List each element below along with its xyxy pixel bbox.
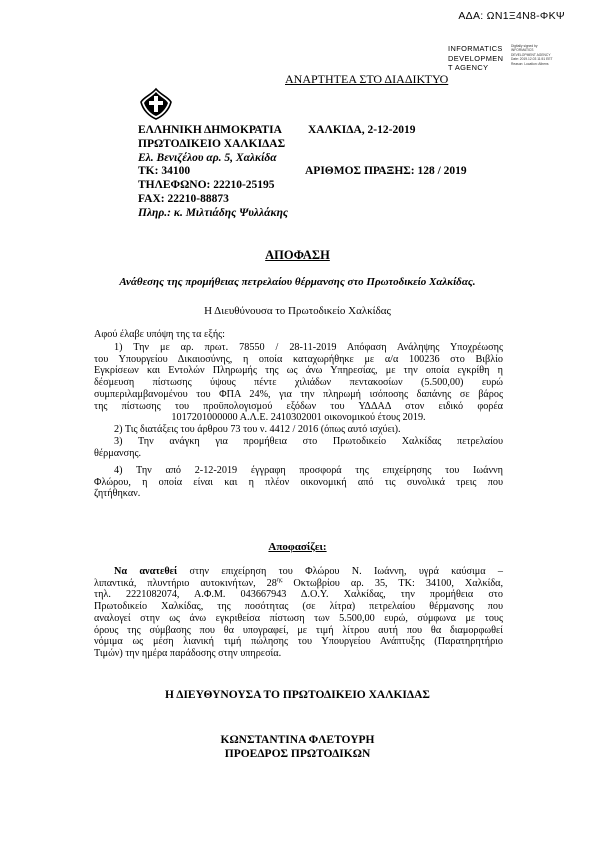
text-line: 1) Την με αρ. πρωτ. 78550 / 28-11-2019 Απόφαση Ανάληψης Υποχρέωσης [114, 342, 503, 353]
org-name: ΕΛΛΗΝΙΚΗ ΔΗΜΟΚΡΑΤΙΑ [138, 124, 282, 136]
text-line: όρους της σύμβασης που θα υπογραφεί, με τιμή λίτρου αυτή που θα διαμορφωθεί [94, 624, 503, 636]
text-line: 1017201000000 Α.Λ.Ε. 2410302001 οικονομικού έτους 2019. [171, 412, 426, 424]
text-line: 3) Την ανάγκη για προμήθεια στο Πρωτοδικείο Χαλκίδας πετρελαίου [114, 436, 503, 447]
document-title [0, 248, 595, 263]
decision-paragraph [94, 566, 503, 660]
agency-line: DEVELOPMEN [448, 53, 504, 63]
text-line: συμπεριλαμβανομένου του ΦΠΑ 24%, για την πληρωμή ισόποσης δαπάνης σε βάρος [94, 388, 503, 400]
act-number: ΑΡΙΘΜΟΣ ΠΡΑΞΗΣ: 128 / 2019 [305, 165, 467, 177]
text-line: ζητήθηκαν. [94, 488, 141, 500]
text-line: Πρωτοδικείο Χαλκίδας, της ποσότητας (σε λίτρα) πετρελαίου θέρμανσης που [94, 601, 503, 613]
consideration-1 [94, 342, 503, 424]
ada-code: ΑΔΑ: ΩΝ1Ξ4Ν8-ΦΚΨ [458, 10, 565, 22]
agency-line: T AGENCY [448, 63, 489, 73]
footer-heading: Η ΔΙΕΥΘΥΝΟΥΣΑ ΤΟ ΠΡΩΤΟΔΙΚΕΙΟ ΧΑΛΚΙΔΑΣ [165, 689, 430, 701]
text-line: Εγκρίσεων και Εντολών Πληρωμής της ως άνω Υπηρεσίας, με την οποία εγκρίθη η [94, 365, 503, 377]
digital-signature-text: Digitally signed by INFORMATICS DEVELOPMENT AGENCY Date: 2019.12.03 11:51 EET Reason: Location: Athens [511, 44, 553, 66]
text-line: 4) Την από 2-12-2019 έγγραφη προσφορά της επιχείρησης του Ιωάννη [114, 465, 503, 476]
intro-line: Αφού έλαβε υπόψη της τα εξής: [94, 329, 226, 340]
document-subject: Ανάθεσης της προμήθειας πετρελαίου θέρμανσης στο Πρωτοδικείο Χαλκίδας. [119, 276, 476, 288]
address: Ελ. Βενιζέλου αρ. 5, Χαλκίδα [138, 151, 277, 164]
fax: FAX: 22210-88873 [138, 192, 229, 205]
ordinal-suffix: ης [276, 577, 283, 584]
decides-text: Αποφασίζει: [268, 541, 327, 553]
text-line: της πίστωσης του προϋπολογισμού εξόδων του ΥΔΔΑΔ στον ειδικό φορέα [94, 400, 503, 412]
consideration-4 [94, 465, 503, 500]
signatory-name: ΚΩΝΣΤΑΝΤΙΝΑ ΦΛΕΤΟΥΡΗ [220, 734, 375, 746]
place-date: ΧΑΛΚΙΔΑ, 2-12-2019 [308, 124, 416, 136]
court-name: ΠΡΩΤΟΔΙΚΕΙΟ ΧΑΛΚΙΔΑΣ [138, 137, 286, 150]
decision-text: λιπαντικά, πλυντήριο αυτοκινήτων, 28 [94, 577, 277, 589]
consideration-2: 2) Τις διατάξεις του άρθρου 73 του ν. 4412 / 2016 (όπως αυτό ισχύει). [114, 424, 401, 435]
consideration-3 [94, 436, 503, 459]
postcode: ΤΚ: 34100 [138, 165, 191, 178]
text-line: θέρμανσης. [94, 447, 142, 459]
decision-bold: Να ανατεθεί [114, 566, 178, 577]
text-line: Τιμών) την ημέρα παράδοσης στην υπηρεσία. [94, 647, 282, 659]
text-line [94, 566, 503, 578]
signatory-role: ΠΡΟΕΔΡΟΣ ΠΡΩΤΟΔΙΚΩΝ [224, 748, 371, 760]
info-contact: Πληρ.: κ. Μιλτιάδης Ψυλλάκης [138, 206, 289, 219]
decision-text: Οκτωβρίου αρ. 35, ΤΚ: 34100, Χαλκίδα, [282, 577, 503, 589]
public-notice: ΑΝΑΡΤΗΤΕΑ ΣΤΟ ΔΙΑΔΙΚΤΥΟ [285, 72, 449, 86]
agency-line: INFORMATICS [448, 44, 503, 53]
text-line: αναλογεί στην ως άνω εγκριθείσα πίστωση των 5.500,00 ευρώ, σύμφωνα με τους [94, 612, 503, 624]
agency-stamp [448, 44, 503, 73]
text-line: Φλώρου, η οποία είναι και η πλέον οικονομική από τις συνολικά τρεις που [94, 476, 503, 488]
greek-emblem-icon [138, 86, 174, 122]
sender-block [138, 124, 288, 221]
text-line: δέσμευση πίστωσης ύψους πέντε χιλιάδων πεντακοσίων (5.500,00) ευρώ [94, 377, 503, 389]
director-line: Η Διευθύνουσα το Πρωτοδικείο Χαλκίδας [204, 305, 391, 317]
phone: ΤΗΛΕΦΩΝΟ: 22210-25195 [138, 179, 275, 192]
text-line: του Υπουργείου Δικαιοσύνης, η οποία καταχωρήθηκε με α/α 100236 στο Βιβλίο [94, 353, 503, 365]
title-text: ΑΠΟΦΑΣΗ [265, 248, 330, 262]
text-line: νόμιμα ως μέση λιανική τιμή πώλησης του Υπουργείου Ανάπτυξης (Παρατηρητήριο [94, 636, 503, 648]
decides-heading [0, 541, 595, 553]
decision-text: στην επιχείρηση του Φλώρου Ν. Ιωάννη, υγρά καύσιμα – [177, 566, 503, 577]
text-line [94, 578, 503, 590]
text-line: τηλ. 2221082074, Α.Φ.Μ. 043667943 Δ.Ο.Υ. Χαλκίδας, την προμήθεια στο [94, 589, 503, 601]
